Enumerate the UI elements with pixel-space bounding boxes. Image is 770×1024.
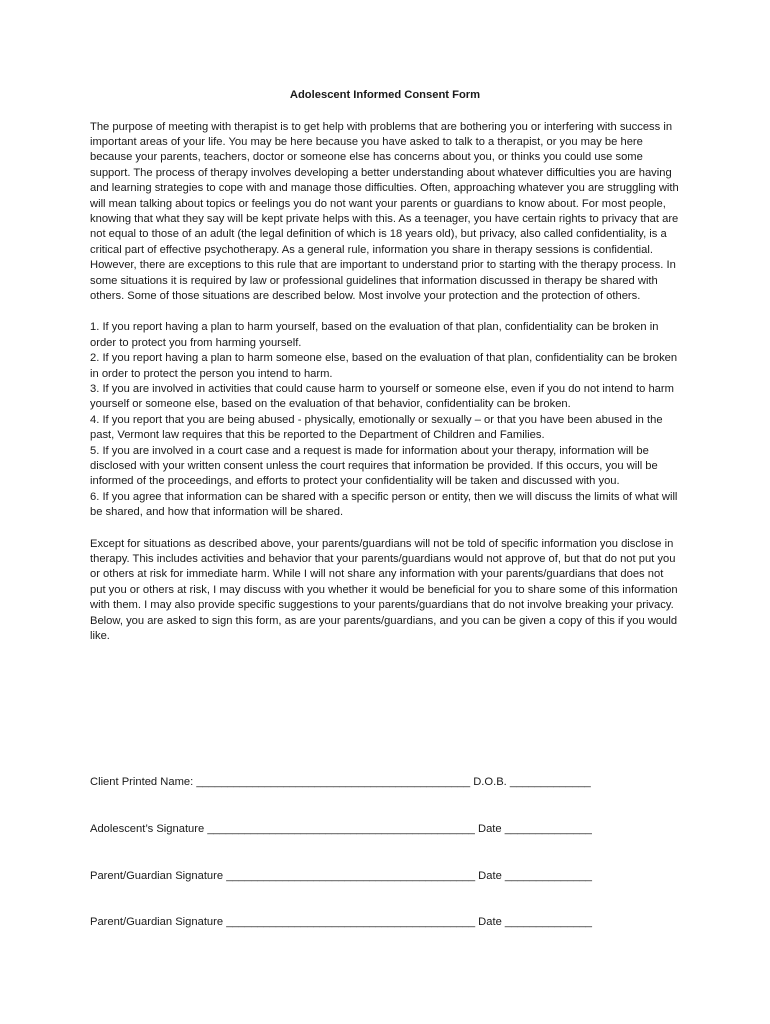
exception-item: 1. If you report having a plan to harm yourself, based on the evaluation of that plan, confidentiality can be broken in order to protect you from harming yourself. [90, 321, 659, 349]
intro-paragraph: The purpose of meeting with therapist is to get help with problems that are bothering you or interfering with success in important areas of your life. You may be here because you have asked to talk to a therapist, or you may be here because your parents, teachers, doctor or someone else has concerns about you, or thinks you could use some support. The process of therapy involves developing a better understanding about whatever difficulties you are having and learning strategies to cope with and manage those difficulties. Often, approaching whatever you are struggling with will mean talking about topics or feelings you do not want your parents or guardians to know about. For most people, knowing that what they say will be kept private helps with this. As a teenager, you have certain rights to privacy that are not equal to those of an adult (the legal definition of which is 18 years old), but privacy, also called confidentiality, is a critical part of effective psychotherapy. As a general rule, information you share in therapy sessions is confidential. However, there are exceptions to this rule that are important to understand prior to starting with the therapy process. In some situations it is required by law or professional guidelines that information discussed in therapy be shared with others. Some of those situations are described below. Most involve your protection and the protection of others. [90, 120, 679, 302]
parent-signature-line-2[interactable]: Parent/Guardian Signature ________________________________________ Date ______________ [90, 916, 593, 928]
exceptions-list [90, 320, 680, 520]
exception-item: 5. If you are involved in a court case and a request is made for information about your therapy, information will be disclosed with your written consent unless the court requires that information be provided. If this occurs, you will be informed of the proceedings, and efforts to protect your confidentiality will be taken and discussed with you. [90, 444, 658, 488]
exception-item: 4. If you report that you are being abused - physically, emotionally or sexually – or that you have been abused in the past, Vermont law requires that this be reported to the Department of Children and Families. [90, 413, 663, 442]
parent-signature-line-1[interactable]: Parent/Guardian Signature ________________________________________ Date ______________ [90, 870, 593, 882]
exception-item: 3. If you are involved in activities that could cause harm to yourself or someone else, even if you do not intend to harm yourself or someone else, based on the evaluation of that behavior, confidentiality can be broken. [90, 383, 674, 411]
document-page [90, 88, 680, 645]
closing-paragraph: Except for situations as described above, your parents/guardians will not be told of specific information you disclose in therapy. This includes activities and behavior that your parents/guardians would not approve of, but that do not put you or others at risk for immediate harm. While I will not share any information with your parents/guardians that does not put you or others at risk, I may discuss with you whether it would be beneficial for you to share some of this information with them. I may also provide specific suggestions to your parents/guardians that do not involve breaking your privacy. Below, you are asked to sign this form, as are your parents/guardians, and you can be given a copy of this if you would like. [90, 537, 678, 643]
exception-item: 6. If you agree that information can be shared with a specific person or entity, then we will discuss the limits of what will be shared, and how that information will be shared. [90, 490, 678, 519]
exception-item: 2. If you report having a plan to harm someone else, based on the evaluation of that plan, confidentiality can be broken in order to protect the person you intend to harm. [90, 352, 678, 380]
client-name-line[interactable]: Client Printed Name: ____________________________________________ D.O.B. _____________ [90, 776, 591, 788]
adolescent-signature-line[interactable]: Adolescent’s Signature ___________________________________________ Date ______________ [90, 823, 592, 835]
form-title: Adolescent Informed Consent Form [289, 89, 481, 101]
